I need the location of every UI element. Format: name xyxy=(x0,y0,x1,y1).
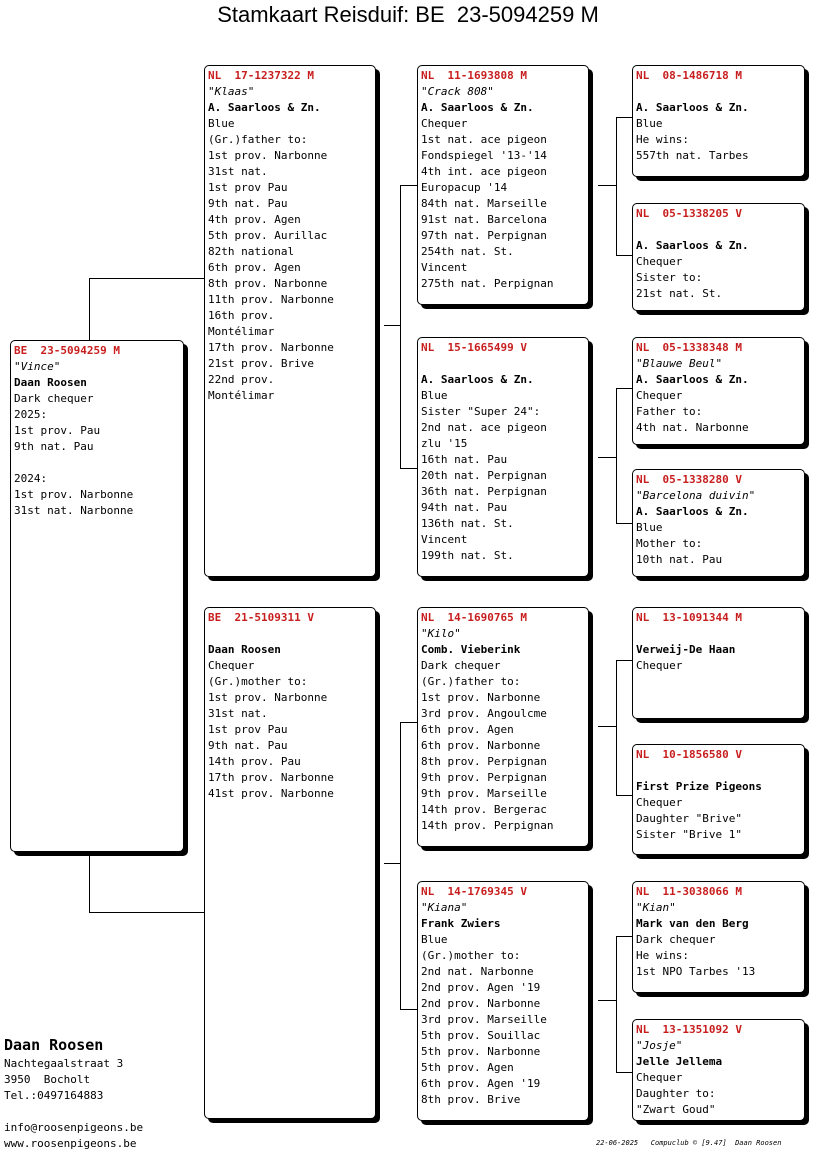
owner-contact xyxy=(4,1034,143,1152)
ring-number: NL 05-1338348 M xyxy=(636,341,742,354)
results-list xyxy=(636,536,804,568)
result-line: 4th nat. Narbonne xyxy=(636,421,749,434)
connector-line xyxy=(89,278,90,340)
connector-line xyxy=(89,278,204,279)
pigeon-card-mff[interactable] xyxy=(632,607,805,719)
connector-line xyxy=(598,1000,616,1001)
pigeon-card-father[interactable] xyxy=(204,65,376,577)
result-line: 9th prov. Perpignan xyxy=(421,771,547,784)
result-line: (Gr.)father to: xyxy=(421,675,521,688)
results-list xyxy=(421,948,588,1108)
pigeon-card-mfm[interactable] xyxy=(632,744,805,855)
result-line: Fondspiegel '13-'14 xyxy=(421,149,547,162)
result-line: zlu '15 xyxy=(421,437,468,450)
result-line: 2nd nat. Narbonne xyxy=(421,965,534,978)
connector-line xyxy=(598,726,616,727)
result-line: 6th prov. Agen xyxy=(208,261,301,274)
result-line: 8th prov. Perpignan xyxy=(421,755,547,768)
results-list xyxy=(636,132,804,164)
ring-number: NL 13-1091344 M xyxy=(636,611,742,624)
pigeon-nickname: "Blauwe Beul" xyxy=(636,357,723,370)
connector-line xyxy=(400,468,417,469)
result-line: 5th prov. Agen xyxy=(421,1061,514,1074)
results-list xyxy=(421,132,588,292)
breeder-name: First Prize Pigeons xyxy=(636,780,762,793)
result-line: 11th prov. Narbonne xyxy=(208,293,334,306)
breeder-name: A. Saarloos & Zn. xyxy=(208,101,321,114)
results-list xyxy=(208,674,375,802)
connector-line xyxy=(616,936,632,937)
breeder-name: A. Saarloos & Zn. xyxy=(636,373,749,386)
breeder-name: Daan Roosen xyxy=(208,643,281,656)
connector-line xyxy=(400,722,401,1009)
result-line: 97th nat. Perpignan xyxy=(421,229,547,242)
result-line: Vincent xyxy=(421,261,468,274)
results-list xyxy=(636,948,804,980)
result-line: Montélimar xyxy=(208,325,275,338)
pigeon-card-mmf[interactable] xyxy=(632,881,805,993)
result-line: "Zwart Goud" xyxy=(636,1103,716,1116)
pigeon-color: Chequer xyxy=(636,389,683,402)
result-line: Sister to: xyxy=(636,271,703,284)
pigeon-card-fmf[interactable] xyxy=(632,337,805,445)
ring-number: NL 14-1690765 M xyxy=(421,611,527,624)
result-line: 4th int. ace pigeon xyxy=(421,165,547,178)
connector-line xyxy=(89,912,204,913)
result-line: 3rd prov. Marseille xyxy=(421,1013,547,1026)
result-line: 6th prov. Narbonne xyxy=(421,739,541,752)
result-line: (Gr.)mother to: xyxy=(421,949,521,962)
result-line: Sister "Brive 1" xyxy=(636,828,742,841)
connector-line xyxy=(616,660,617,795)
breeder-name: A. Saarloos & Zn. xyxy=(636,239,749,252)
pigeon-nickname: "Klaas" xyxy=(208,85,255,98)
breeder-name: Daan Roosen xyxy=(14,376,87,389)
result-line: 21st prov. Brive xyxy=(208,357,314,370)
owner-website[interactable]: www.roosenpigeons.be xyxy=(4,1137,137,1150)
ring-number: NL 14-1769345 V xyxy=(421,885,527,898)
pigeon-card-ff[interactable] xyxy=(417,65,589,305)
result-line: 31st nat. Narbonne xyxy=(14,504,134,517)
ring-number: NL 13-1351092 V xyxy=(636,1023,742,1036)
result-line: 2025: xyxy=(14,408,48,421)
breeder-name: Jelle Jellema xyxy=(636,1055,723,1068)
results-list xyxy=(636,404,804,436)
connector-line xyxy=(616,388,632,389)
pigeon-card-ffm[interactable] xyxy=(632,203,805,311)
result-line: 21st nat. St. xyxy=(636,287,723,300)
pigeon-color: Chequer xyxy=(421,117,468,130)
result-line: 2nd prov. Agen '19 xyxy=(421,981,541,994)
result-line: Daughter to: xyxy=(636,1087,716,1100)
result-line: 9th prov. Marseille xyxy=(421,787,547,800)
result-line: 2nd nat. ace pigeon xyxy=(421,421,547,434)
results-list xyxy=(208,132,375,404)
ring-number: BE 23-5094259 M xyxy=(14,344,120,357)
result-line: 16th prov. xyxy=(208,309,275,322)
result-line: 36th nat. Perpignan xyxy=(421,485,547,498)
result-line: Montélimar xyxy=(208,389,275,402)
results-list xyxy=(636,270,804,302)
result-line: 1st prov. Narbonne xyxy=(208,149,328,162)
owner-phone: Tel.:0497164883 xyxy=(4,1089,104,1102)
result-line: Mother to: xyxy=(636,537,703,550)
result-line xyxy=(14,455,183,471)
result-line: Father to: xyxy=(636,405,703,418)
result-line: 94th nat. Pau xyxy=(421,501,508,514)
pigeon-color: Blue xyxy=(208,117,235,130)
connector-line xyxy=(616,660,632,661)
result-line: 6th prov. Agen '19 xyxy=(421,1077,541,1090)
breeder-name: Mark van den Berg xyxy=(636,917,749,930)
pigeon-card-fmm[interactable] xyxy=(632,469,805,577)
result-line: 84th nat. Marseille xyxy=(421,197,547,210)
pigeon-nickname: "Kilo" xyxy=(421,627,461,640)
result-line: 1st prov. Pau xyxy=(14,424,101,437)
result-line: 199th nat. St. xyxy=(421,549,514,562)
connector-line xyxy=(400,185,401,468)
pigeon-color: Chequer xyxy=(208,659,255,672)
pigeon-nickname xyxy=(636,222,804,238)
connector-line xyxy=(598,457,616,458)
pigeon-color: Blue xyxy=(636,521,663,534)
result-line: (Gr.)mother to: xyxy=(208,675,308,688)
result-line: 31st nat. xyxy=(208,707,268,720)
result-line: Daughter "Brive" xyxy=(636,812,742,825)
pigeon-nickname: "Josje" xyxy=(636,1039,683,1052)
pigeon-color: Dark chequer xyxy=(421,659,501,672)
result-line: 16th nat. Pau xyxy=(421,453,508,466)
ring-number: NL 05-1338205 V xyxy=(636,207,742,220)
breeder-name: A. Saarloos & Zn. xyxy=(421,373,534,386)
pigeon-nickname xyxy=(636,763,804,779)
owner-email[interactable]: info@roosenpigeons.be xyxy=(4,1121,144,1134)
result-line: 275th nat. Perpignan xyxy=(421,277,554,290)
result-line: 557th nat. Tarbes xyxy=(636,149,749,162)
connector-line xyxy=(400,722,417,723)
pigeon-color: Chequer xyxy=(636,796,683,809)
results-list xyxy=(421,404,588,564)
result-line: Sister "Super 24": xyxy=(421,405,541,418)
pigeon-card-mmm[interactable] xyxy=(632,1019,805,1121)
result-line: 17th prov. Narbonne xyxy=(208,341,334,354)
breeder-name: A. Saarloos & Zn. xyxy=(421,101,534,114)
page-title: Stamkaart Reisduif: BE 23-5094259 M xyxy=(217,2,599,27)
pigeon-nickname: "Kian" xyxy=(636,901,676,914)
pigeon-color: Dark chequer xyxy=(636,933,716,946)
result-line: 1st prov. Narbonne xyxy=(421,691,541,704)
pigeon-color: Chequer xyxy=(636,255,683,268)
pigeon-nickname xyxy=(421,356,588,372)
breeder-name: A. Saarloos & Zn. xyxy=(636,505,749,518)
pigeon-color: Chequer xyxy=(636,1071,683,1084)
result-line: Vincent xyxy=(421,533,468,546)
pigeon-nickname xyxy=(208,626,375,642)
result-line: 91st nat. Barcelona xyxy=(421,213,547,226)
pigeon-card-subject[interactable] xyxy=(10,340,184,852)
owner-city: 3950 Bocholt xyxy=(4,1073,91,1086)
pigeon-nickname xyxy=(636,626,804,642)
result-line: 9th nat. Pau xyxy=(208,197,288,210)
breeder-name: A. Saarloos & Zn. xyxy=(636,101,749,114)
connector-line xyxy=(616,795,632,796)
result-line: Europacup '14 xyxy=(421,181,508,194)
result-line: 22nd prov. xyxy=(208,373,275,386)
connector-line xyxy=(400,185,417,186)
owner-street: Nachtegaalstraat 3 xyxy=(4,1057,124,1070)
result-line: 9th nat. Pau xyxy=(208,739,288,752)
connector-line xyxy=(616,936,617,1072)
results-list xyxy=(636,811,804,843)
ring-number: NL 10-1856580 V xyxy=(636,748,742,761)
result-line: 14th prov. Bergerac xyxy=(421,803,547,816)
connector-line xyxy=(598,185,616,186)
result-line: 1st prov. Narbonne xyxy=(14,488,134,501)
connector-line xyxy=(616,388,617,523)
pigeon-nickname xyxy=(636,84,804,100)
connector-line xyxy=(616,117,617,255)
pigeon-color: Blue xyxy=(421,389,448,402)
connector-line xyxy=(400,1009,417,1010)
connector-line xyxy=(384,863,400,864)
connector-line xyxy=(616,1072,632,1073)
connector-line xyxy=(384,325,400,326)
breeder-name: Verweij-De Haan xyxy=(636,643,736,656)
ring-number: NL 08-1486718 M xyxy=(636,69,742,82)
result-line: 8th prov. Brive xyxy=(421,1093,521,1106)
result-line: 136th nat. St. xyxy=(421,517,514,530)
pigeon-color: Blue xyxy=(636,117,663,130)
result-line: 17th prov. Narbonne xyxy=(208,771,334,784)
pigeon-color: Chequer xyxy=(636,659,683,672)
breeder-name: Frank Zwiers xyxy=(421,917,501,930)
ring-number: BE 21-5109311 V xyxy=(208,611,314,624)
result-line: 1st prov Pau xyxy=(208,181,288,194)
results-list xyxy=(636,1086,804,1118)
pigeon-card-mm[interactable] xyxy=(417,881,589,1121)
result-line: 5th prov. Aurillac xyxy=(208,229,328,242)
ring-number: NL 17-1237322 M xyxy=(208,69,314,82)
owner-name: Daan Roosen xyxy=(4,1036,104,1054)
result-line: 9th nat. Pau xyxy=(14,440,94,453)
connector-line xyxy=(89,852,90,912)
pigeon-card-mf[interactable] xyxy=(417,607,589,847)
result-line: 1st prov Pau xyxy=(208,723,288,736)
ring-number: NL 11-1693808 M xyxy=(421,69,527,82)
ring-number: NL 15-1665499 V xyxy=(421,341,527,354)
results-list xyxy=(421,674,588,834)
connector-line xyxy=(616,523,632,524)
results-list xyxy=(14,407,183,519)
result-line: He wins: xyxy=(636,949,689,962)
breeder-name: Comb. Vieberink xyxy=(421,643,521,656)
pigeon-card-fm[interactable] xyxy=(417,337,589,577)
pigeon-nickname: "Crack 808" xyxy=(421,85,494,98)
ring-number: NL 11-3038066 M xyxy=(636,885,742,898)
result-line: 6th prov. Agen xyxy=(421,723,514,736)
ring-number: NL 05-1338280 V xyxy=(636,473,742,486)
pigeon-nickname: "Barcelona duivin" xyxy=(636,489,756,502)
result-line: 254th nat. St. xyxy=(421,245,514,258)
result-line: 82th national xyxy=(208,245,295,258)
pigeon-card-fff[interactable] xyxy=(632,65,805,177)
result-line: 31st nat. xyxy=(208,165,268,178)
result-line: 3rd prov. Angoulcme xyxy=(421,707,547,720)
footer-credit: 22-06-2025 Compuclub © [9.47] Daan Roosen xyxy=(596,1139,782,1147)
result-line: 2nd prov. Narbonne xyxy=(421,997,541,1010)
connector-line xyxy=(616,255,632,256)
result-line: He wins: xyxy=(636,133,689,146)
result-line: (Gr.)father to: xyxy=(208,133,308,146)
result-line: 8th prov. Narbonne xyxy=(208,277,328,290)
spacer xyxy=(4,1104,143,1120)
result-line: 1st nat. ace pigeon xyxy=(421,133,547,146)
pigeon-color: Dark chequer xyxy=(14,392,94,405)
result-line: 14th prov. Pau xyxy=(208,755,301,768)
result-line: 41st prov. Narbonne xyxy=(208,787,334,800)
result-line: 20th nat. Perpignan xyxy=(421,469,547,482)
pigeon-card-mother[interactable] xyxy=(204,607,376,1119)
result-line: 10th nat. Pau xyxy=(636,553,723,566)
result-line: 4th prov. Agen xyxy=(208,213,301,226)
result-line: 14th prov. Perpignan xyxy=(421,819,554,832)
connector-line xyxy=(616,117,632,118)
result-line: 5th prov. Souillac xyxy=(421,1029,541,1042)
pigeon-nickname: "Vince" xyxy=(14,360,61,373)
result-line: 1st NPO Tarbes '13 xyxy=(636,965,756,978)
pigeon-nickname: "Kiana" xyxy=(421,901,468,914)
pigeon-color: Blue xyxy=(421,933,448,946)
result-line: 1st prov. Narbonne xyxy=(208,691,328,704)
result-line: 5th prov. Narbonne xyxy=(421,1045,541,1058)
result-line: 2024: xyxy=(14,472,48,485)
